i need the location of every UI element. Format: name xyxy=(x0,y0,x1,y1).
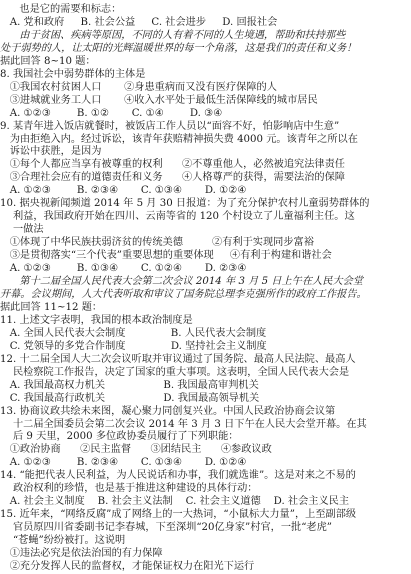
question-12: 12. 十二届全国人大二次会议听取并审议通过了国务院、最高人民法院、最高人 xyxy=(0,353,356,365)
question-text: 一做法 xyxy=(0,224,44,236)
options-line: A. 全国人民代表大会制度 B. 人民代表大会制度 xyxy=(0,327,267,339)
question-11: 11. 上述文字表明，我国的根本政治制度是 xyxy=(0,314,193,326)
passage-line: 开幕。会议期间，人大代表听取和审议了国务院总理李克强所作的政府工作报告。 xyxy=(0,288,367,300)
question-text: 后 9 天里，2000 多位政协委员履行了下列职能： xyxy=(0,431,239,443)
passage-line: 第十二届全国人民代表大会第二次会议 2014 年 3 月 5 日上午在人民大会堂 xyxy=(0,276,363,288)
choices-line: ①每个人都应当享有被尊重的权利 ②不尊重他人，必然被追究法律责任 xyxy=(0,159,345,171)
options-line: A. ①②③ B. ①② C. ①④ D. ③④ xyxy=(0,107,223,119)
choices-line: ③进城就业务工人口 ④收入水平处于最低生活保障线的城市居民 xyxy=(0,94,318,106)
passage-line: 处于弱势的人，让太阳的光辉温暖世界的每一个角落，这是我们的责任和义务！ xyxy=(0,42,357,54)
text-line: 也是它的需要和标志： xyxy=(0,4,122,15)
question-text: 为由拒绝入内。经过诉讼，该青年获赔精神损失费 4000 元。该青年之所以在 xyxy=(0,133,358,145)
choices-line: ①政治协商 ②民主监督 ③团结民主 ④参政议政 xyxy=(0,444,272,456)
choices-line: ②充分发挥人民的监督权，才能保证权力在阳光下运行 xyxy=(0,561,255,572)
options-line: A. ①②③ B. ②③④ C. ①③④ D. ①②④ xyxy=(0,457,247,469)
question-text: 民检察院工作报告，决定了国家的重大事项。这表明，全国人民代表大会是 xyxy=(0,366,350,378)
choices-line: ③是贯彻落实“三个代表”重要思想的重要体现 ④有利于构建和谐社会 xyxy=(0,250,332,262)
choices-line: ①体现了中华民族扶弱济贫的传统美德 ②有利于实现同步富裕 xyxy=(0,237,314,249)
question-15: 15. 近年来，“网络反腐”成了网络上的一大热词，“小鼠标大力量”，上至副部级 xyxy=(0,509,357,521)
options-line: A. ①②③ B. ②③④ C. ①③④ D. ①②④ xyxy=(0,185,247,197)
choices-line: ①违法必究是依法治国的有力保障 xyxy=(0,548,163,560)
question-text: 十二届全国委员会第二次会议 2014 年 3 月 3 日下午在人民大会堂开幕。在其 xyxy=(0,418,367,430)
question-text: 利益，我国政府开始在四川、云南等省的 120 个村设立了儿童福利主任。这 xyxy=(0,211,355,223)
options-line: C. 党领导的多党合作制度 D. 坚持社会主义制度 xyxy=(0,340,267,352)
options-line: C. 我国最高行政机关 D. 我国最高领导机关 xyxy=(0,392,260,404)
question-13: 13. 协商议政共绘未来图，凝心聚力同创复兴业。中国人民政治协商会议第 xyxy=(0,405,336,417)
instruction-line: 据此回答 11~12 题： xyxy=(0,301,103,313)
question-text: 官员原四川省委副书记李春城，下至深圳“20亿身家”村官，一批“老虎” xyxy=(0,522,332,534)
options-line: A. 党和政府 B. 社会公益 C. 社会进步 D. 回报社会 xyxy=(0,16,278,28)
choices-line: ③合理社会应有的道德责任和义务 ④人格尊严的获得，需要法治的保障 xyxy=(0,172,345,184)
question-10: 10. 据央视新闻频道 2014 年 5 月 30 日报道：为了充分保护农村儿童弱势群体的 xyxy=(0,198,370,210)
passage-line: 由于贫困、疾病等原因，不同的人有着不同的人生境遇，帮助和扶持那些 xyxy=(0,29,346,41)
question-8: 8. 我国社会中弱势群体的主体是 xyxy=(0,68,146,80)
question-text: 政治权利的珍惜，也是基于推进这种建设的具体行动： xyxy=(0,483,258,495)
instruction-line: 据此回答 8~10 题： xyxy=(0,55,96,67)
question-9: 9. 某青年进入饭店就餐时，被饭店工作人员以“面容不好，怕影响店中生意” xyxy=(0,120,340,132)
options-line: A. 社会主义制度 B. 社会主义法制 C. 社会主义道德 D. 社会主义民主 xyxy=(0,496,350,508)
question-14: 14. “能把代表人民利益，为人民说话和办事，我们就选谁”。这是对来之不易的 xyxy=(0,470,356,482)
options-line: A. 我国最高权力机关 B. 我国最高审判机关 xyxy=(0,379,259,391)
question-text: “苍蝇”纷纷被打。这说明 xyxy=(0,535,126,547)
options-line: A. ①②③ B. ①③④ C. ①②④ D. ②③④ xyxy=(0,263,247,275)
choices-line: ①我国农村贫困人口 ②身患重病而又没有医疗保障的人 xyxy=(0,81,277,93)
question-text: 诉讼中获胜，是因为 xyxy=(0,146,102,158)
